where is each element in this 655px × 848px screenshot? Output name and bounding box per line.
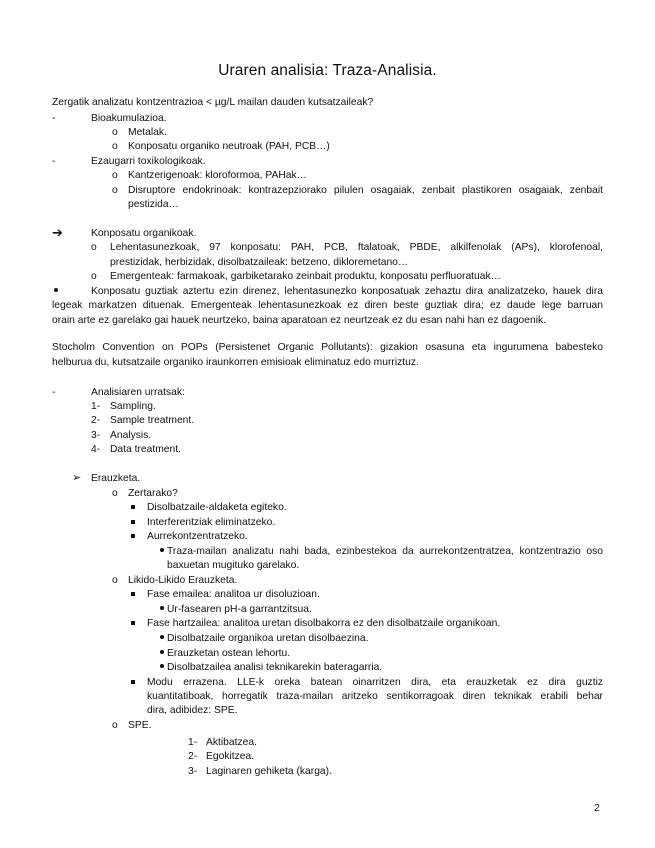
step-text: Sampling. — [110, 401, 156, 412]
arrow-bullet-icon: ➔ — [52, 225, 63, 240]
purpose-item: Disolbatzaile-aldaketa egiteko. — [147, 502, 287, 513]
square-bullet — [131, 592, 135, 596]
spe-step-text: Laginaren gehiketa (karga). — [206, 766, 332, 777]
lle-mode: dira, adibidez: SPE. — [147, 705, 238, 716]
organic-emerging: Emergenteak: farmakoak, garbiketarako zeinbait produktu, konposatu perfluoratuak… — [110, 271, 501, 282]
purpose-item: Interferentziak eliminatzeko. — [147, 517, 276, 528]
step-text: Data treatment. — [110, 444, 181, 455]
dot-bullet — [160, 664, 164, 668]
arrowhead-bullet-icon: ➢ — [72, 472, 82, 484]
spe-step-number: 2- — [188, 751, 198, 762]
lle-emitter-sub: Ur-fasearen pH-a garrantzitsua. — [167, 604, 312, 615]
circle-bullet: o — [112, 185, 118, 196]
dot-bullet — [160, 548, 164, 552]
circle-bullet: o — [112, 141, 118, 152]
bioaccumulation-item: Metalak. — [128, 127, 167, 138]
why-question: Zergatik analizatu kontzentrazioa < µg/L mailan dauden kutsatzaileak? — [52, 97, 374, 108]
page-number: 2 — [594, 802, 600, 814]
circle-bullet: o — [112, 575, 118, 586]
circle-bullet: o — [112, 720, 118, 731]
stockholm-text: Stocholm Convention on POPs (Persistenet Organic Pollutants): gizakion osasuna eta ingurumena babesteko — [52, 342, 603, 353]
square-bullet — [131, 680, 135, 684]
lle-mode: Modu errazena. LLE-k oreka batean oinarritzen dira, eta erauzketak ez dira guztiz — [147, 677, 603, 688]
purpose-label: Zertarako? — [128, 488, 178, 499]
lle-receiver-sub: Disolbatzaile organikoa uretan disolbaezina. — [167, 633, 369, 644]
dot-bullet — [160, 635, 164, 639]
purpose-subtext: baxuetan mugituko garelako. — [167, 560, 300, 571]
lle-mode: kuantitatiboak, horregatik traza-mailan aritzeko sentikorragoak diren teknikak erabili behar — [147, 691, 603, 702]
organic-paragraph: legeak markatzen dituenak. Emergenteak lehentasunezkoak ez diren beste guztiak dira; ez daude lege barruan — [52, 300, 603, 311]
organic-paragraph: orain arte ez garelako gai hauek neurtzeko, baina aparatoan ez neurtzeak ez du esan nahi han ez dagoenik. — [52, 315, 547, 326]
dot-bullet — [160, 606, 164, 610]
extraction-label: Erauzketa. — [91, 473, 141, 484]
circle-bullet: o — [112, 170, 118, 181]
lle-receiver: Fase hartzailea: analitoa uretan disolbakorra ez den disolbatzaile organikoan. — [147, 618, 501, 629]
step-number: 1- — [91, 401, 101, 412]
organic-label: Konposatu organikoak. — [91, 228, 197, 239]
organic-paragraph: Konposatu guztiak aztertu ezin direnez, lehentasunezko konposatuak zehaztu dira analizatzeko, hauek dira — [91, 286, 603, 297]
toxicological-item: Kantzerigenoak: kloroformoa, PAHak… — [128, 170, 307, 181]
purpose-item: Aurrekontzentratzeko. — [147, 531, 248, 542]
square-bullet — [131, 534, 135, 538]
step-number: 2- — [91, 415, 101, 426]
step-text: Analysis. — [110, 430, 152, 441]
lle-label: Likido-Likido Erauzketa. — [128, 575, 238, 586]
lle-receiver-sub: Disolbatzailea analisi teknikarekin bateragarria. — [167, 662, 383, 673]
dash-bullet: - — [52, 156, 56, 167]
lle-receiver-sub: Erauzketan ostean lehortu. — [167, 648, 291, 659]
spe-step-number: 1- — [188, 737, 198, 748]
step-number: 4- — [91, 444, 101, 455]
spe-step-text: Aktibatzea. — [206, 737, 257, 748]
purpose-subtext: Traza-mailan analizatu nahi bada, ezinbestekoa da aurrekontzentratzea, kontzentrazio oso — [167, 546, 603, 557]
spe-step-text: Egokitzea. — [206, 751, 255, 762]
bioaccumulation-label: Bioakumulazioa. — [91, 113, 167, 124]
toxicological-item-cont: pestizida… — [128, 199, 179, 210]
square-bullet — [131, 520, 135, 524]
bioaccumulation-item: Konposatu organiko neutroak (PAH, PCB…) — [128, 141, 330, 152]
lle-emitter: Fase emailea: analitoa ur disoluzioan. — [147, 589, 320, 600]
circle-bullet: o — [91, 271, 97, 282]
page-title: Uraren analisia: Traza-Analisia. — [218, 62, 437, 79]
dash-bullet: - — [52, 387, 56, 398]
step-number: 3- — [91, 430, 101, 441]
toxicological-label: Ezaugarri toxikologikoak. — [91, 156, 206, 167]
organic-priority: Lehentasunezkoak, 97 konposatu: PAH, PCB, ftalatoak, PBDE, alkilfenolak (APs), klorofenoal, — [110, 242, 603, 253]
spe-label: SPE. — [128, 720, 152, 731]
circle-bullet: o — [91, 242, 97, 253]
circle-bullet: o — [112, 488, 118, 499]
circle-bullet: o — [112, 127, 118, 138]
dot-bullet — [160, 650, 164, 654]
organic-priority-cont: prestizidak, herbizidak, disolbatzaileak: betzeno, dikloremetano… — [110, 257, 409, 268]
dot-bullet — [54, 288, 58, 292]
stockholm-text: helburua du, kutsatzaile organiko iraunkorren emisioak eliminatuz edo murriztuz. — [52, 357, 419, 368]
step-text: Sample treatment. — [110, 415, 195, 426]
spe-step-number: 3- — [188, 766, 198, 777]
steps-label: Analisiaren urratsak: — [91, 387, 185, 398]
toxicological-item: Disruptore endokrinoak: kontrazepziorako pilulen osagaiak, zenbait plastikoren osagaiak, zenbait — [128, 185, 603, 196]
square-bullet — [131, 505, 135, 509]
square-bullet — [131, 621, 135, 625]
dash-bullet: - — [52, 113, 56, 124]
